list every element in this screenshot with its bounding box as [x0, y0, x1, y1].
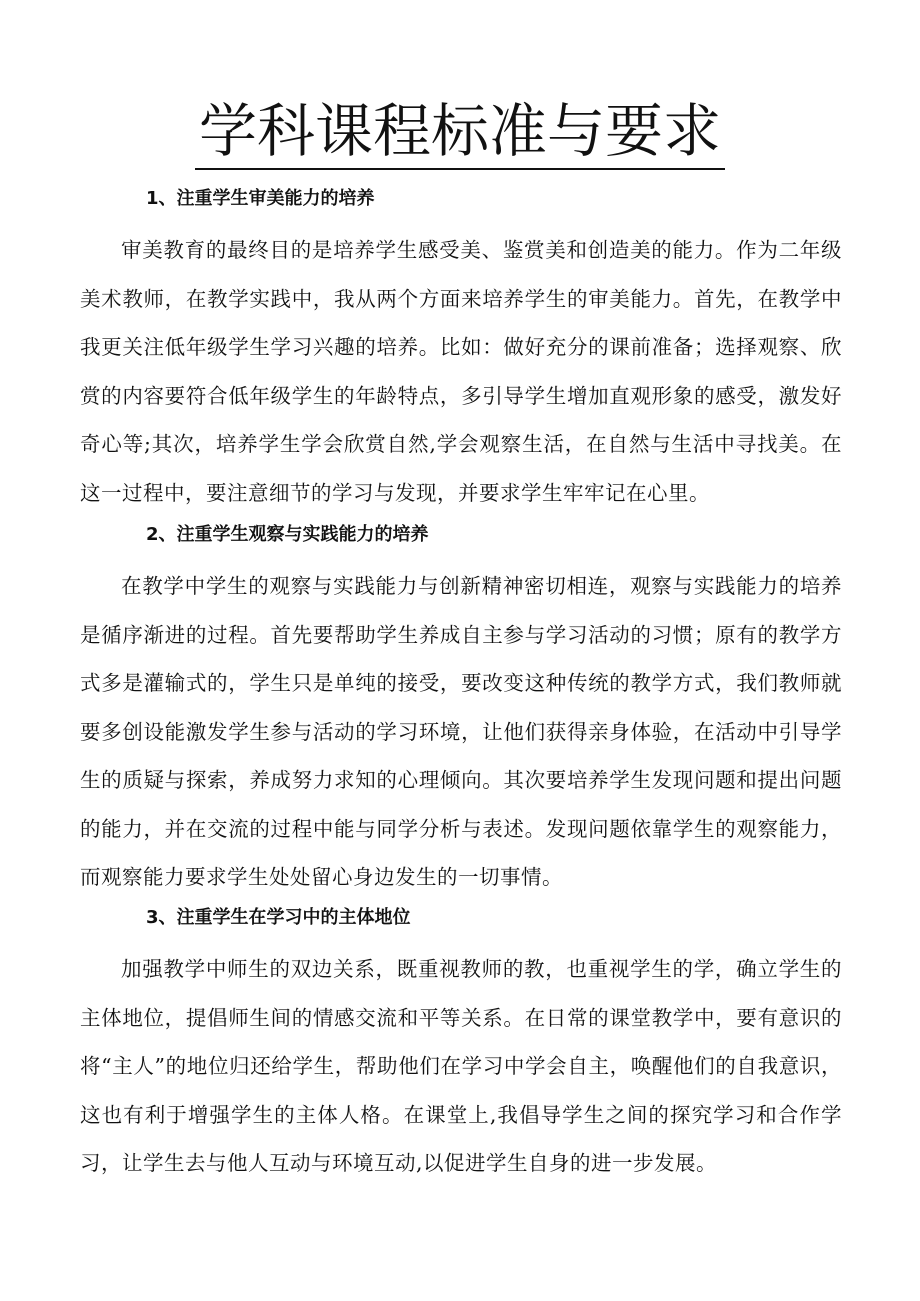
page-title	[0, 96, 920, 170]
section-heading: 3、注重学生在学习中的主体地位	[146, 907, 411, 928]
section-paragraph: 审美教育的最终目的是培养学生感受美、鉴赏美和创造美的能力。作为二年级美术教师，在教学实践中，我从两个方面来培养学生的审美能力。首先，在教学中我更关注低年级学生学习兴趣的培养。比如：做好充分的课前准备；选择观察、欣赏的内容要符合低年级学生的年龄特点，多引导学生增加直观形象的感受，激发好奇心等;其次，培养学生学会欣赏自然,学会观察生活，在自然与生活中寻找美。在这一过程中，要注意细节的学习与发现，并要求学生牢牢记在心里。	[80, 238, 842, 505]
page-title-text: 学科课程标准与要求	[195, 96, 725, 170]
section-heading: 2、注重学生观察与实践能力的培养	[146, 524, 429, 545]
section-student-subject	[80, 905, 842, 1188]
section-paragraph: 加强教学中师生的双边关系，既重视教师的教，也重视学生的学，确立学生的主体地位，提倡师生间的情感交流和平等关系。在日常的课堂教学中，要有意识的将“主人”的地位归还给学生，帮助他们在学习中学会自主，唤醒他们的自我意识，这也有利于增强学生的主体人格。在课堂上,我倡导学生之间的探究学习和合作学习，让学生去与他人互动与环境互动,以促进学生自身的进一步发展。	[80, 957, 842, 1175]
section-paragraph: 在教学中学生的观察与实践能力与创新精神密切相连，观察与实践能力的培养是循序渐进的过程。首先要帮助学生养成自主参与学习活动的习惯；原有的教学方式多是灌输式的，学生只是单纯的接受，要改变这种传统的教学方式，我们教师就要多创设能激发学生参与活动的学习环境，让他们获得亲身体验，在活动中引导学生的质疑与探索，养成努力求知的心理倾向。其次要培养学生发现问题和提出问题的能力，并在交流的过程中能与同学分析与表述。发现问题依靠学生的观察能力，而观察能力要求学生处处留心身边发生的一切事情。	[80, 574, 842, 889]
section-aesthetic-ability	[80, 186, 842, 517]
section-heading: 1、注重学生审美能力的培养	[146, 188, 375, 209]
section-observation-practice	[80, 522, 842, 902]
